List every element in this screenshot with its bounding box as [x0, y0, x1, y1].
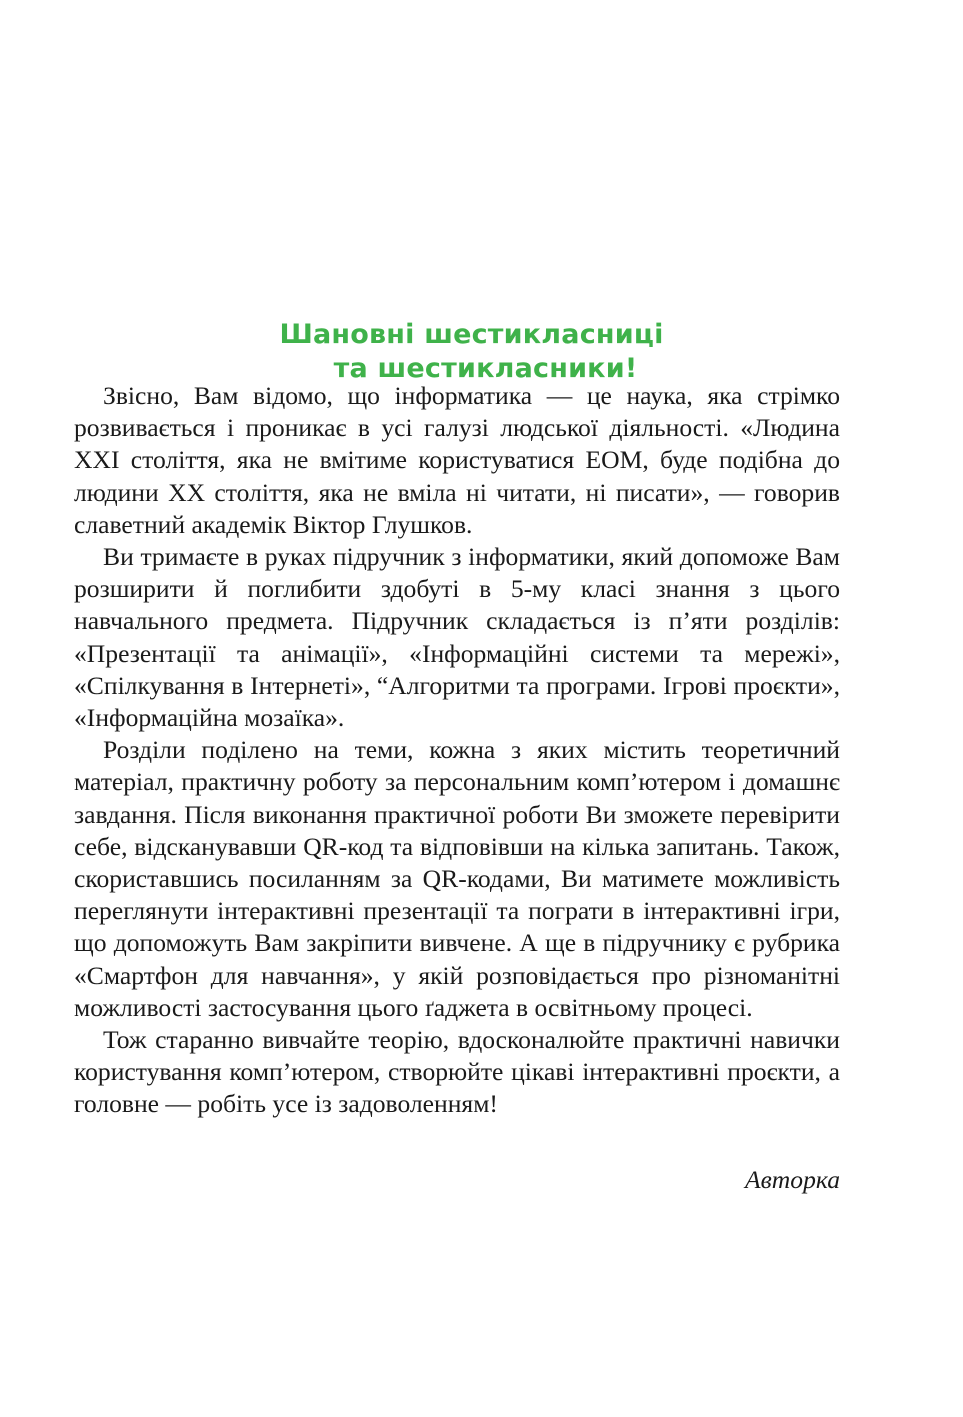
- author-signature: Авторка: [745, 1165, 840, 1194]
- page-heading: [0, 318, 943, 386]
- paragraph-topics: Розділи поділено на теми, кожна з яких містить теоретичний матеріал, практичну роботу за персональним комп’ютером і домашнє завдання. Після виконання практичної роботи Ви зможете перевірити себе, відсканувавши QR-код та відповівши на кілька запитань. Також, скориставшись посиланням за QR-кодами, Ви матимете можливість переглянути інтерактивні презентації та пограти в інтерактивні ігри, що допоможуть Вам закріпити вивчене. А ще в підручнику є рубрика «Смартфон для навчання», у якій розповідається про різноманітні можливості застосування цього ґаджета в освітньому процесі.: [74, 735, 840, 1022]
- paragraph-closing: Тож старанно вивчайте теорію, вдосконалюйте практичні навички користування комп’ютером, створюйте цікаві інтерактивні проєкти, а головне — робіть усе із задоволенням!: [74, 1025, 840, 1119]
- heading-line-2: та шестикласники!: [333, 353, 638, 385]
- paragraph-intro: Звісно, Вам відомо, що інформатика — це наука, яка стрімко розвивається і проникає в усі галузі людської діяльності. «Людина XXI століття, яка не вмітиме користуватися ЕОМ, буде подібна до людини XX століття, яка не вміла ні читати, ні писати», — говорив славетний академік Віктор Глушков.: [74, 381, 840, 539]
- paragraph-textbook-structure: Ви тримаєте в руках підручник з інформатики, який допоможе Вам розширити й поглибити здобуті в 5-му класі знання з цього навчального предмета. Підручник складається із п’яти розділів: «Презентації та анімації», «Інформаційні системи та мережі», «Спілкування в Інтернеті», “Алгоритми та програми. Ігрові проєкти», «Інформаційна мозаїка».: [74, 542, 840, 733]
- body-text: [74, 380, 840, 1121]
- heading-line-1: Шановні шестикласниці: [279, 319, 664, 351]
